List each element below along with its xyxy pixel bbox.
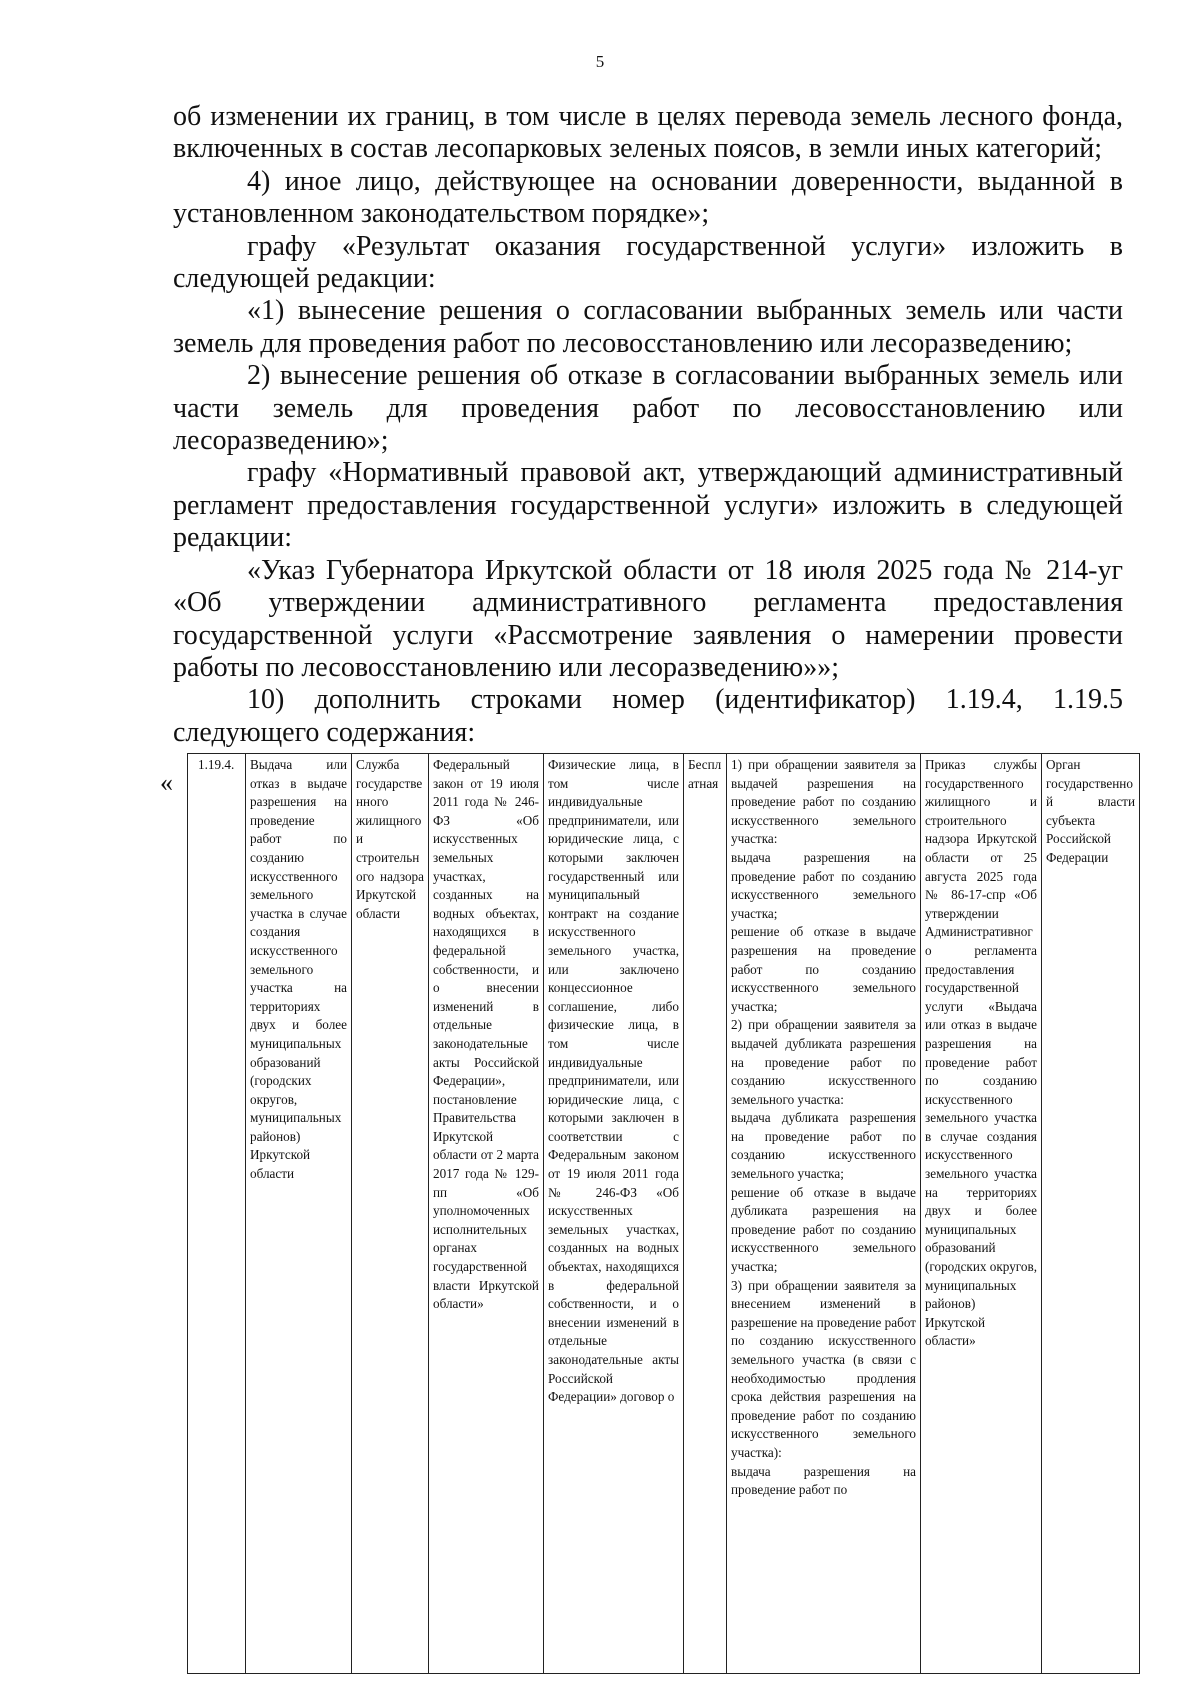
paragraph-5: 2) вынесение решения об отказе в согласовании выбранных земель или части земель для проведения работ по лесовосстановлению или лесоразведению»;	[173, 360, 1123, 457]
cell-authority: Служба государственного жилищного и строительного надзора Иркутской области	[352, 754, 429, 1674]
cell-legal-basis: Федеральный закон от 19 июля 2011 года № 246-ФЗ «Об искусственных земельных участках, созданных на водных объектах, находящихся в федеральной собственности, и о внесении изменений в отдельные законодательные акты Российской Федерации», постановление Правительства Иркутской области от 2 марта 2017 года № 129-пп «Об уполномоченных исполнительных органах государственной власти Иркутской области»	[429, 754, 544, 1674]
page-number: 5	[595, 52, 605, 71]
paragraph-2: 4) иное лицо, действующее на основании доверенности, выданной в установленном законодательством порядке»;	[173, 165, 1123, 230]
cell-fee: Бесплатная	[684, 754, 727, 1674]
cell-applicants: Физические лица, в том числе индивидуальные предприниматели, или юридические лица, с которыми заключен государственный или муниципальный контракт на создание искусственного земельного участка, или заключено концессионное соглашение, либо физические лица, в том числе индивидуальные предприниматели, или юридические лица, с которыми заключен в соответствии с Федеральным законом от 19 июля 2011 года № 246-ФЗ «Об искусственных земельных участках, созданных на водных объектах, находящихся в федеральной собственности, и о внесении изменений в отдельные законодательные акты Российской Федерации» договор о	[544, 754, 684, 1674]
table-row	[188, 754, 1140, 1674]
paragraph-3: графу «Результат оказания государственной услуги» изложить в следующей редакции:	[173, 230, 1123, 295]
paragraph-4: «1) вынесение решения о согласовании выбранных земель или части земель для проведения работ по лесовосстановлению или лесоразведению;	[173, 295, 1123, 359]
services-table	[187, 753, 1140, 1674]
cell-regulation: Приказ службы государственного жилищного и строительного надзора Иркутской области от 25 августа 2025 года № 86-17-спр «Об утверждении Административного регламента предоставления государственной услуги «Выдача или отказ в выдаче разрешения на проведение работ по созданию искусственного земельного участка в случае создания искусственного земельного участка на территориях двух и более муниципальных образований (городских округов, муниципальных районов) Иркутской области»	[921, 754, 1042, 1674]
cell-service-name: Выдача или отказ в выдаче разрешения на проведение работ по созданию искусственного земельного участка в случае создания искусственного земельного участка на территориях двух и более муниципальных образований (городских округов, муниципальных районов) Иркутской области	[246, 754, 352, 1674]
cell-level: Орган государственной власти субъекта Российской Федерации	[1042, 754, 1140, 1674]
paragraph-6: графу «Нормативный правовой акт, утверждающий административный регламент предоставления государственной услуги» изложить в следующей редакции:	[173, 457, 1123, 554]
document-body	[173, 101, 1123, 749]
table-open-quote: «	[160, 768, 173, 797]
paragraph-1: об изменении их границ, в том числе в целях перевода земель лесного фонда, включенных в состав лесопарковых зеленых поясов, в земли иных категорий;	[173, 101, 1123, 165]
paragraph-8: 10) дополнить строками номер (идентификатор) 1.19.4, 1.19.5 следующего содержания:	[173, 684, 1123, 748]
cell-result: 1) при обращении заявителя за выдачей разрешения на проведение работ по созданию искусственного земельного участка: выдача разрешения на проведение работ по созданию искусственного земельного участка; решение об отказе в выдаче разрешения на проведение работ по созданию искусственного земельного участка; 2) при обращении заявителя за выдачей дубликата разрешения на проведение работ по созданию искусственного земельного участка: выдача дубликата разрешения на проведение работ по созданию искусственного земельного участка; решение об отказе в выдаче дубликата разрешения на проведение работ по созданию искусственного земельного участка; 3) при обращении заявителя за внесением изменений в разрешение на проведение работ по созданию искусственного земельного участка (в связи с необходимостью продления срока действия разрешения на проведение работ по созданию искусственного земельного участка): выдача разрешения на проведение работ по	[727, 754, 921, 1674]
cell-id: 1.19.4.	[188, 754, 246, 1674]
paragraph-7: «Указ Губернатора Иркутской области от 18 июля 2025 года № 214-уг «Об утверждении административного регламента предоставления государственной услуги «Рассмотрение заявления о намерении провести работы по лесовосстановлению или лесоразведению»»;	[173, 554, 1123, 683]
